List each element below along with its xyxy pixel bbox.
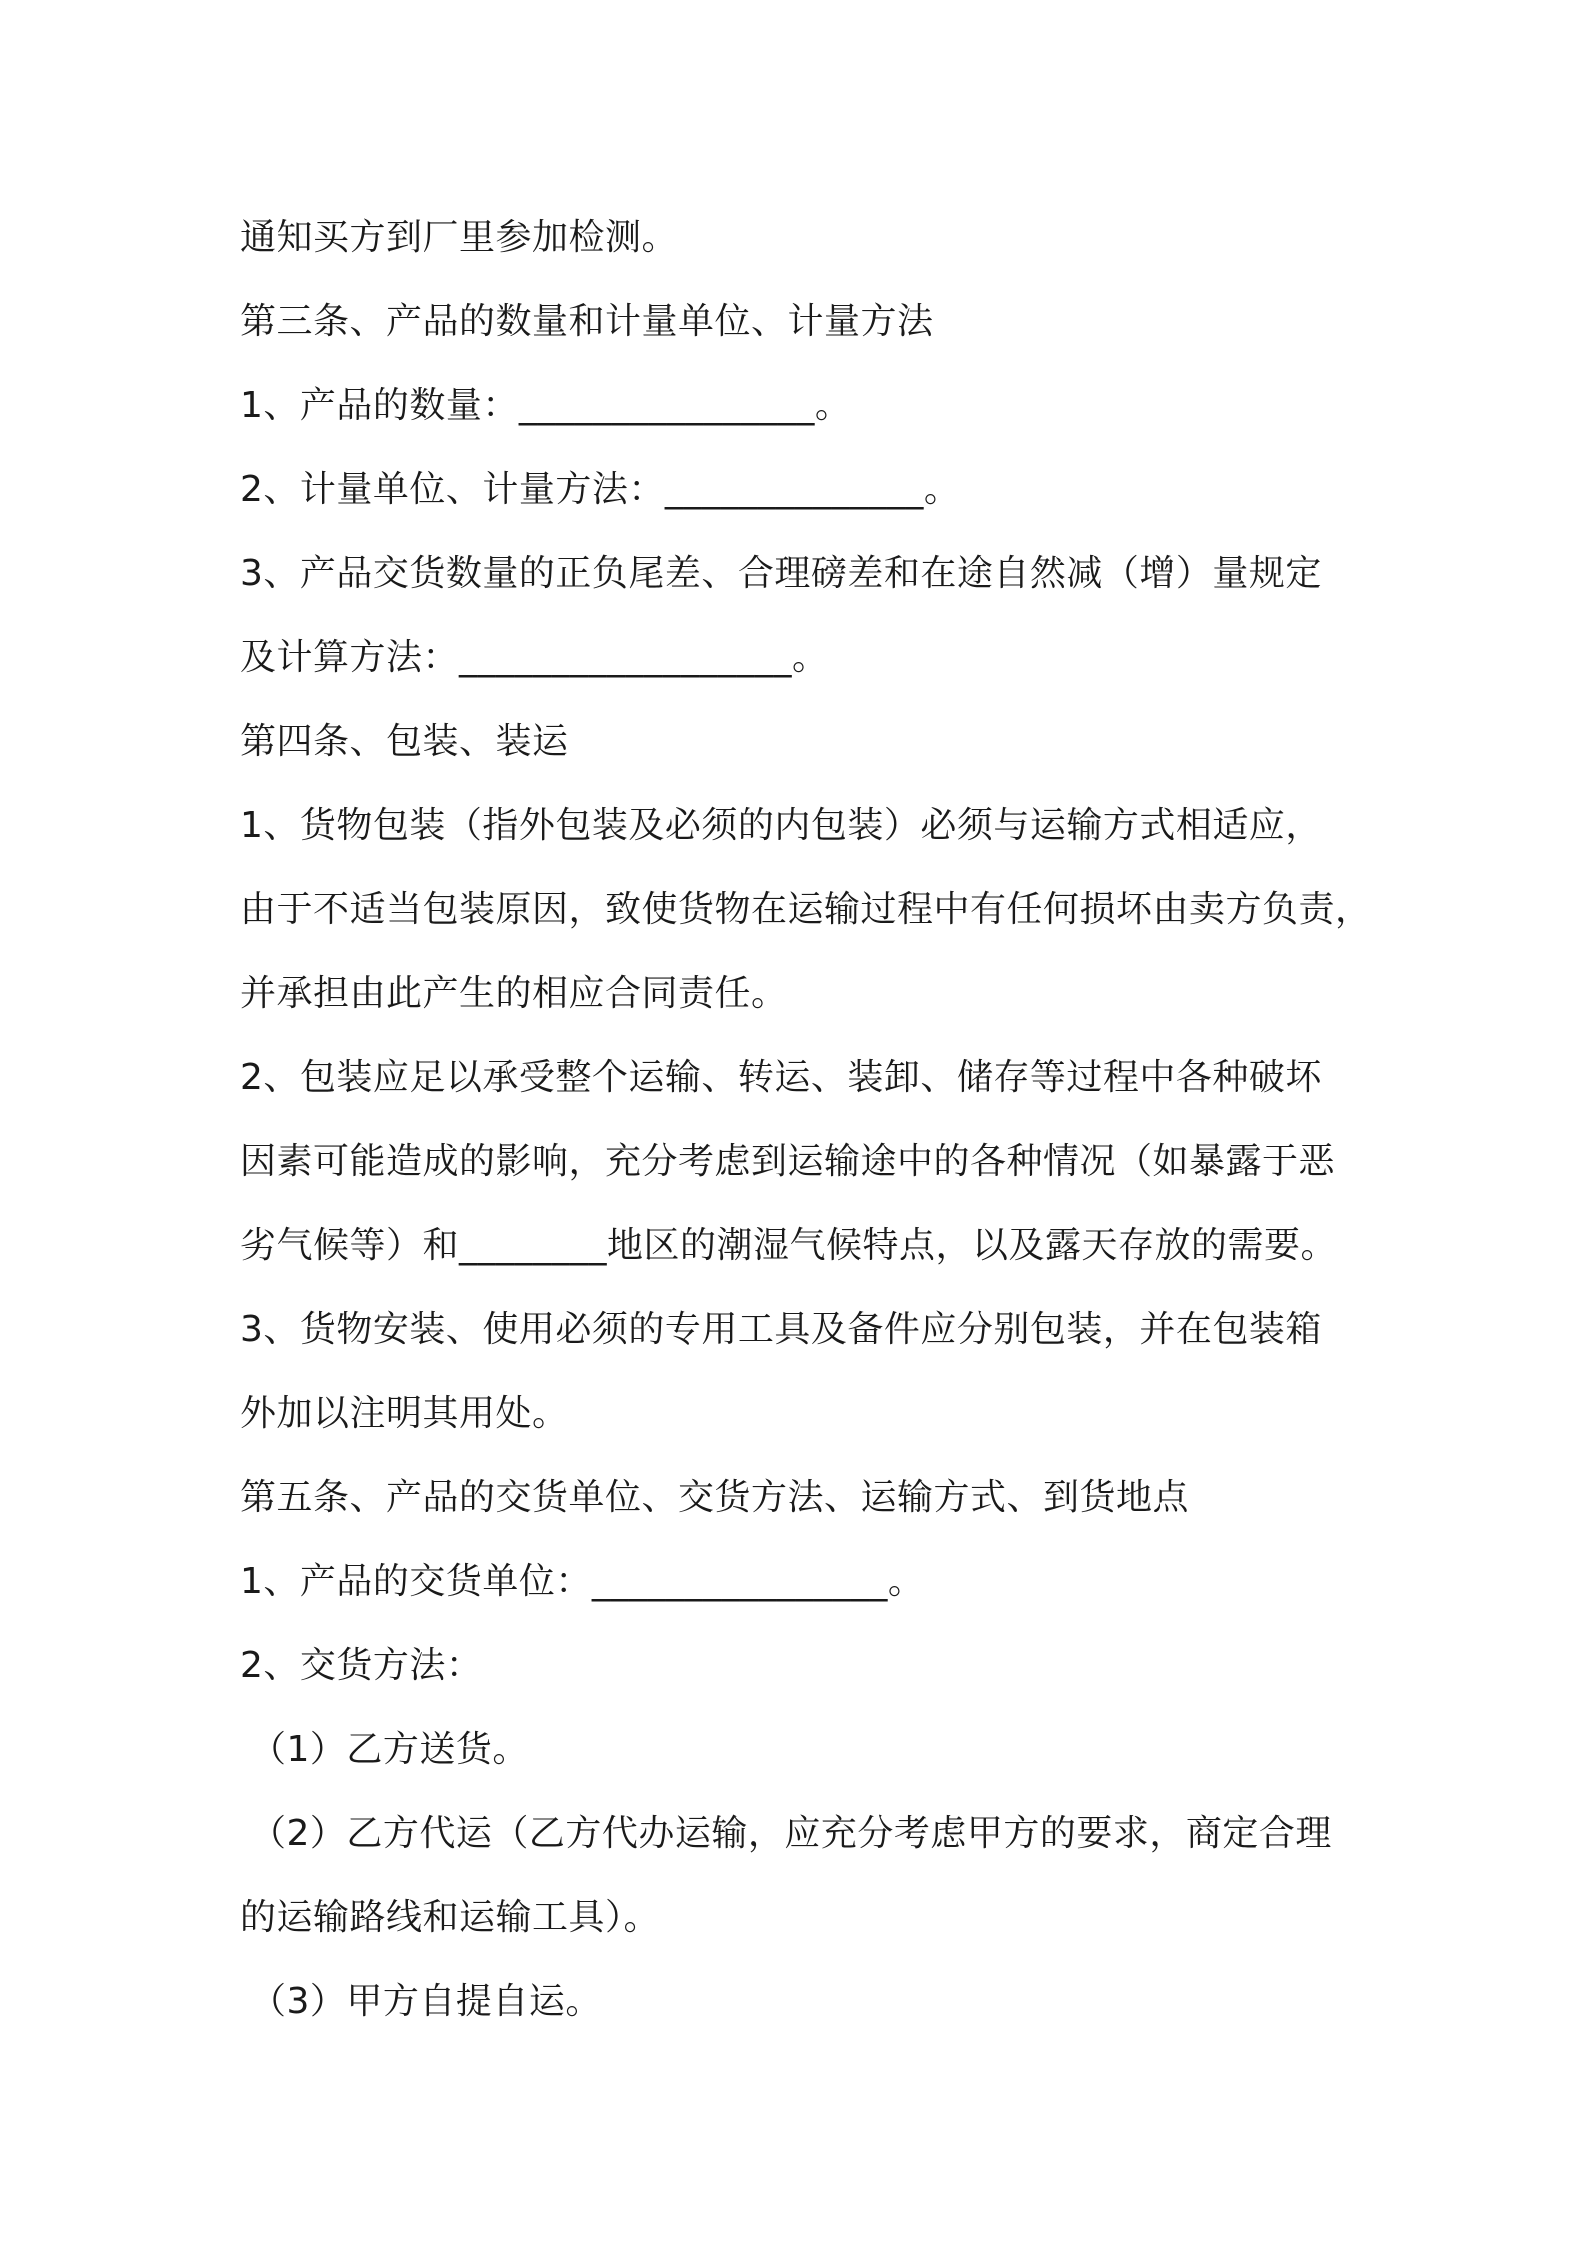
- body-line: 2、包装应足以承受整个运输、转运、装卸、储存等过程中各种破坏: [240, 1057, 1322, 1098]
- body-line: 3、产品交货数量的正负尾差、合理磅差和在途自然减（增）量规定: [240, 553, 1322, 594]
- body-line: 外加以注明其用处。: [240, 1393, 569, 1434]
- body-line: 1、产品的数量：________________。: [240, 385, 852, 426]
- body-line: 的运输路线和运输工具）。: [240, 1897, 661, 1938]
- body-line: 3、货物安装、使用必须的专用工具及备件应分别包装，并在包装箱: [240, 1309, 1322, 1350]
- body-line: 并承担由此产生的相应合同责任。: [240, 973, 788, 1014]
- list-item: （1）乙方送货。: [250, 1729, 529, 1770]
- section-heading-3: 第三条、产品的数量和计量单位、计量方法: [240, 301, 934, 342]
- body-line: 及计算方法：__________________。: [240, 637, 829, 678]
- document-body: [240, 196, 1370, 2044]
- list-item: （2）乙方代运（乙方代办运输，应充分考虑甲方的要求，商定合理: [250, 1813, 1332, 1854]
- body-line: 2、计量单位、计量方法：______________。: [240, 469, 961, 510]
- body-line: 因素可能造成的影响，充分考虑到运输途中的各种情况（如暴露于恶: [240, 1141, 1336, 1182]
- body-line: 通知买方到厂里参加检测。: [240, 217, 679, 258]
- body-line: 2、交货方法：: [240, 1645, 483, 1686]
- section-heading-4: 第四条、包装、装运: [240, 721, 569, 762]
- list-item: （3）甲方自提自运。: [250, 1981, 602, 2022]
- body-line: 1、产品的交货单位：________________。: [240, 1561, 925, 1602]
- body-line: 1、货物包装（指外包装及必须的内包装）必须与运输方式相适应，: [240, 805, 1322, 846]
- section-heading-5: 第五条、产品的交货单位、交货方法、运输方式、到货地点: [240, 1477, 1190, 1518]
- body-line: 由于不适当包装原因，致使货物在运输过程中有任何损坏由卖方负责，: [240, 889, 1372, 930]
- body-line: 劣气候等）和________地区的潮湿气候特点，以及露天存放的需要。: [240, 1225, 1338, 1266]
